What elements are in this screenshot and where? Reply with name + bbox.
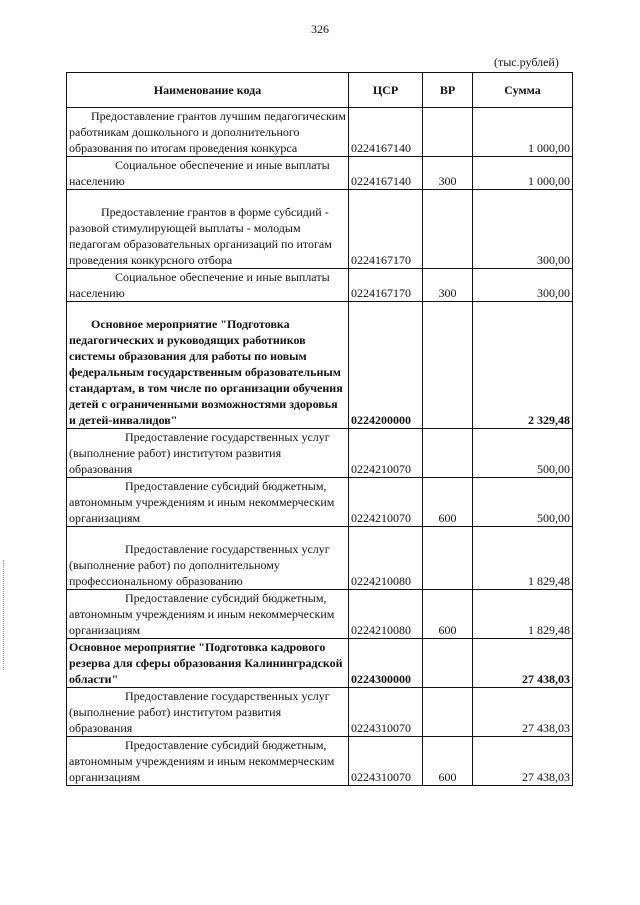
unit-note: (тыс.рублей) (494, 55, 559, 69)
row-csr: 0224310070 (349, 688, 423, 737)
row-sum: 27 438,03 (473, 639, 573, 688)
row-name-rest: (выполнение работ) по дополнительному профессиональному образованию (69, 558, 280, 588)
row-vr: 600 (423, 737, 473, 786)
row-sum: 27 438,03 (473, 688, 573, 737)
row-csr: 0224210070 (349, 429, 423, 478)
row-name (67, 590, 349, 639)
row-name (67, 639, 349, 688)
row-vr (423, 302, 473, 429)
row-name (67, 688, 349, 737)
row-csr: 0224167170 (349, 269, 423, 302)
table-row (67, 302, 573, 429)
row-sum: 1 829,48 (473, 590, 573, 639)
header-sum: Сумма (473, 73, 573, 108)
header-name: Наименование кода (67, 73, 349, 108)
table-header-row (67, 73, 573, 108)
row-csr: 0224210080 (349, 590, 423, 639)
row-name-first: Предоставление грантов в форме субсидий (101, 205, 322, 219)
row-name-first: Социальное обеспечение и иные выплаты (115, 158, 330, 172)
row-csr: 0224210080 (349, 527, 423, 590)
table-row (67, 429, 573, 478)
row-name (67, 527, 349, 590)
row-name-rest: автономным учреждениям и иным некоммерческим организациям (69, 607, 335, 637)
table-row (67, 190, 573, 269)
budget-table (66, 72, 573, 786)
row-csr: 0224167170 (349, 190, 423, 269)
row-name-rest: (выполнение работ) институтом развития образования (69, 446, 282, 476)
table-row (67, 527, 573, 590)
header-csr: ЦСР (349, 73, 423, 108)
row-vr (423, 527, 473, 590)
row-csr: 0224310070 (349, 737, 423, 786)
row-name-rest: (выполнение работ) институтом развития образования (69, 705, 282, 735)
row-name-rest: кадрового резерва для сферы образования Калининградской области" (69, 640, 343, 686)
row-name-first: Предоставление государственных услуг (125, 689, 330, 703)
row-name-first: Предоставление государственных услуг (125, 430, 330, 444)
row-sum: 300,00 (473, 269, 573, 302)
page-number: 326 (311, 22, 329, 36)
row-sum: 500,00 (473, 478, 573, 527)
row-name (67, 157, 349, 190)
row-csr: 0224200000 (349, 302, 423, 429)
table-row (67, 737, 573, 786)
row-name-first: Предоставление субсидий бюджетным, (125, 738, 327, 752)
row-sum: 300,00 (473, 190, 573, 269)
row-vr: 600 (423, 590, 473, 639)
row-sum: 27 438,03 (473, 737, 573, 786)
row-csr: 0224210070 (349, 478, 423, 527)
row-sum: 500,00 (473, 429, 573, 478)
row-name-rest: педагогических и руководящих работников системы образования для работы по новым федеральным государственным образовательным стандартам, в том числе по организации обучения детей с ограниченными возможностями здоровья и детей-инвалидов" (69, 333, 343, 427)
row-csr: 0224167140 (349, 157, 423, 190)
row-vr (423, 688, 473, 737)
table-row (67, 590, 573, 639)
row-name (67, 108, 349, 157)
row-vr (423, 190, 473, 269)
row-name-first: Основное мероприятие "Подготовка (91, 317, 290, 331)
row-vr: 300 (423, 157, 473, 190)
row-name (67, 302, 349, 429)
row-name (67, 269, 349, 302)
table-row (67, 639, 573, 688)
row-sum: 1 000,00 (473, 157, 573, 190)
table-row (67, 269, 573, 302)
row-name-rest: - разовой стимулирующей выплаты - молодым педагогам образовательных организаций по итогам проведения конкурсного отбора (69, 205, 332, 267)
row-vr: 600 (423, 478, 473, 527)
row-name (67, 737, 349, 786)
scan-margin-mark (3, 560, 6, 670)
row-vr: 300 (423, 269, 473, 302)
header-vr: ВР (423, 73, 473, 108)
row-sum: 1 000,00 (473, 108, 573, 157)
row-vr (423, 429, 473, 478)
table-row (67, 478, 573, 527)
row-csr: 0224167140 (349, 108, 423, 157)
row-sum: 2 329,48 (473, 302, 573, 429)
row-name-rest: автономным учреждениям и иным некоммерческим организациям (69, 754, 335, 784)
row-name (67, 190, 349, 269)
row-name-first: Предоставление субсидий бюджетным, (125, 479, 327, 493)
row-name-rest: населению (69, 174, 125, 188)
row-name-first: Основное мероприятие "Подготовка (69, 640, 268, 654)
row-name-rest: автономным учреждениям и иным некоммерческим организациям (69, 495, 335, 525)
row-name (67, 478, 349, 527)
row-name-rest: населению (69, 286, 125, 300)
table-row (67, 108, 573, 157)
row-vr (423, 639, 473, 688)
row-name-rest: педагогическим работникам дошкольного и дополнительного образования по итогам проведения конкурса (69, 109, 346, 155)
row-name (67, 429, 349, 478)
row-name-first: Предоставление государственных услуг (125, 542, 330, 556)
row-name-first: Предоставление грантов лучшим (91, 109, 261, 123)
table-row (67, 688, 573, 737)
table-row (67, 157, 573, 190)
row-sum: 1 829,48 (473, 527, 573, 590)
row-csr: 0224300000 (349, 639, 423, 688)
row-name-first: Предоставление субсидий бюджетным, (125, 591, 327, 605)
row-vr (423, 108, 473, 157)
row-name-first: Социальное обеспечение и иные выплаты (115, 270, 330, 284)
